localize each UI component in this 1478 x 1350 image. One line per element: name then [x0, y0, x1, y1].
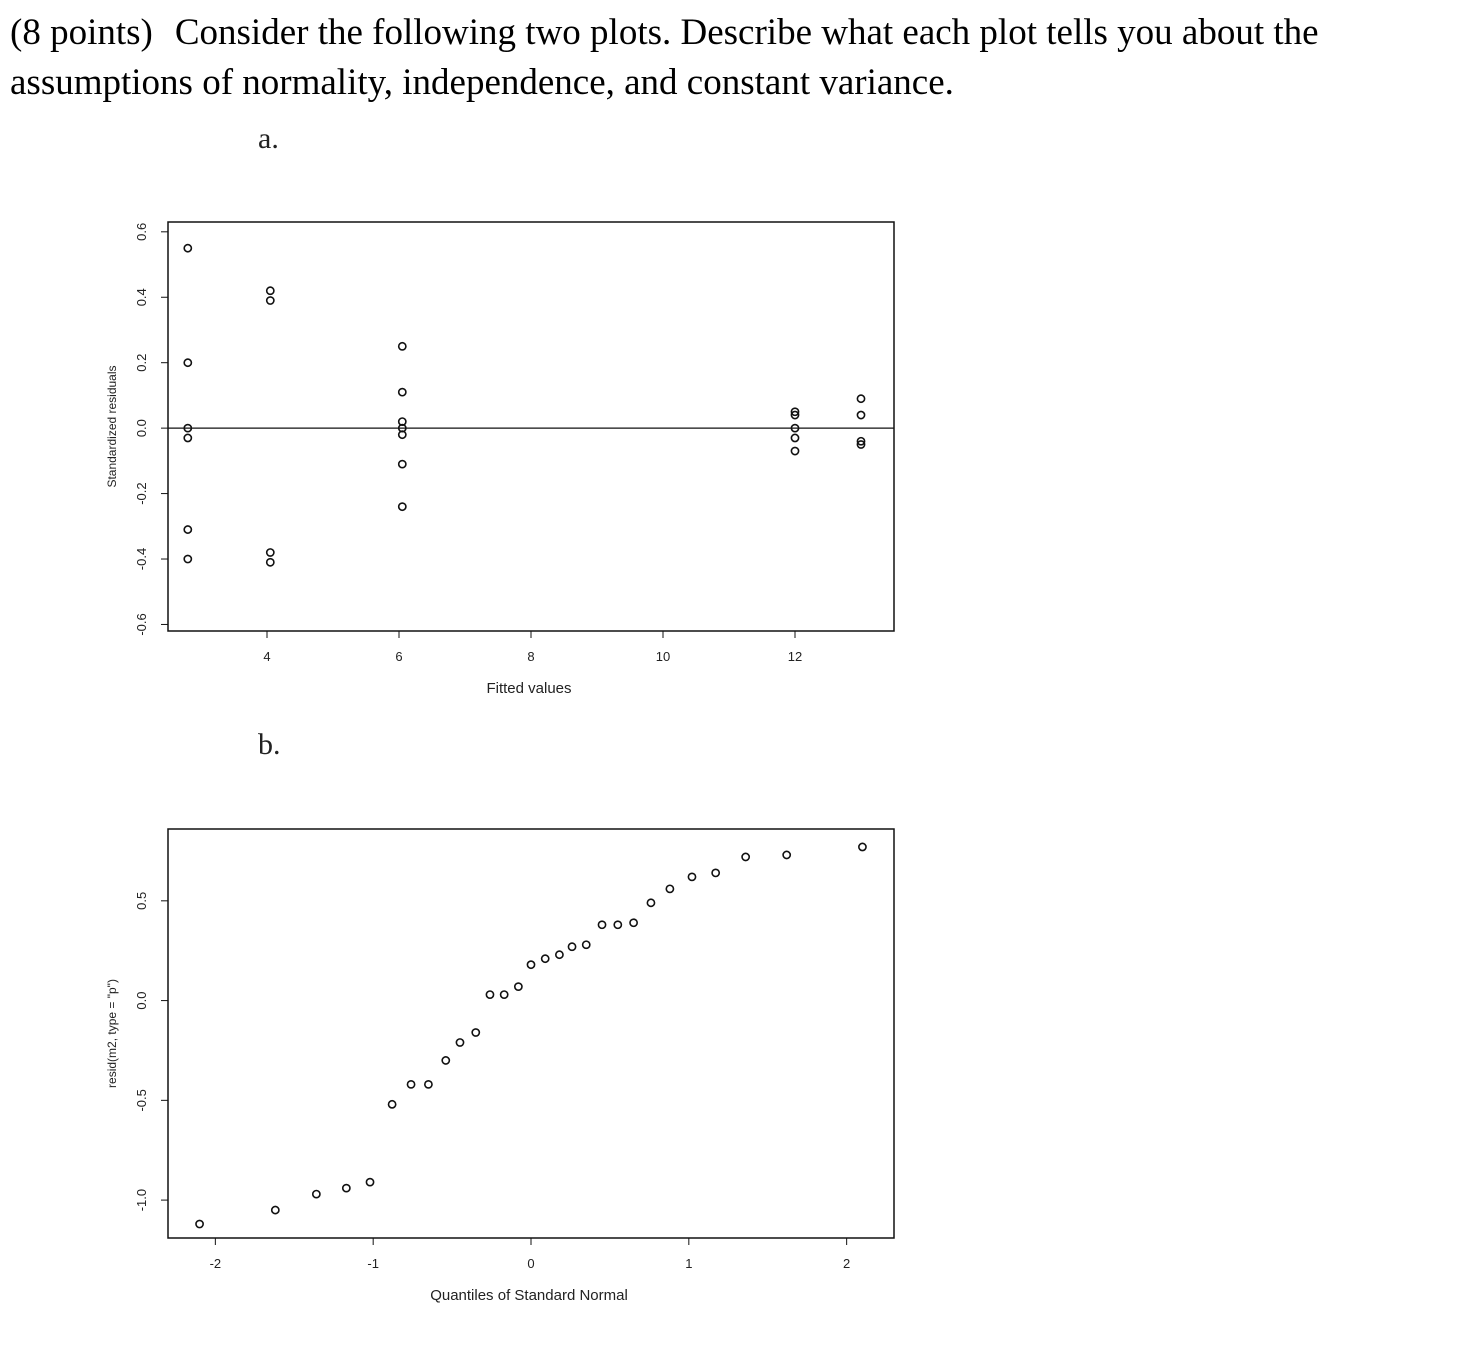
- plot-b-y-tick-label: 0.0: [134, 991, 149, 1010]
- plot-a-point: [267, 549, 274, 556]
- plot-a-point: [399, 343, 406, 350]
- plot-b-point: [542, 955, 549, 962]
- plot-a-point: [184, 359, 191, 366]
- plot-a-y-axis-title: Standardized residuals: [105, 365, 119, 488]
- plot-b-point: [614, 921, 621, 928]
- plot-a-point: [399, 461, 406, 468]
- plot-b-y-tick-label: -0.5: [134, 1089, 149, 1112]
- plot-a-y-tick-label: 0.6: [134, 222, 149, 241]
- plot-b-x-tick-label: 2: [843, 1256, 851, 1271]
- plot-a-y-tick-label: -0.2: [134, 482, 149, 505]
- plot-a-point: [791, 447, 798, 454]
- plot-a-x-axis-title: Fitted values: [486, 680, 572, 697]
- plot-a-x-tick-label: 4: [263, 649, 271, 664]
- question-points: (8 points): [10, 12, 153, 53]
- question-prompt: Consider the following two plots. Describe what each plot tells you about the: [174, 12, 1319, 53]
- plot-b-point: [568, 943, 575, 950]
- plot-b-point: [598, 921, 605, 928]
- plot-b-point: [859, 843, 866, 850]
- plot-b-point: [196, 1220, 203, 1227]
- plot-a-point: [267, 287, 274, 294]
- plot-b-point: [456, 1039, 463, 1046]
- plot-b-frame: [168, 829, 894, 1238]
- plot-a-point: [184, 434, 191, 441]
- plot-a-point: [184, 555, 191, 562]
- plot-a-point: [791, 434, 798, 441]
- plot-a-y-tick-label: -0.4: [134, 547, 149, 571]
- plot-b-point: [783, 851, 790, 858]
- plot-a-y-tick-label: -0.6: [134, 613, 149, 636]
- plot-a-point: [857, 411, 864, 418]
- plot-b-point: [583, 941, 590, 948]
- plot-b-point: [442, 1057, 449, 1064]
- plot-a-y-tick-label: 0.2: [134, 353, 149, 372]
- plot-b-point: [527, 961, 534, 968]
- plot-b-point: [712, 869, 719, 876]
- plot-b-point: [666, 885, 673, 892]
- plot-b-point: [343, 1185, 350, 1192]
- plot-b-point: [647, 899, 654, 906]
- plot-b-x-tick-label: -2: [209, 1256, 222, 1271]
- plot-b-point: [272, 1206, 279, 1213]
- plot-a-point: [267, 297, 274, 304]
- plot-a-x-tick-label: 8: [527, 649, 535, 664]
- plot-a-x-tick-label: 12: [787, 649, 803, 664]
- plot-a-point: [399, 389, 406, 396]
- plot-a-frame: [168, 222, 894, 631]
- panel-label-b: b.: [258, 728, 281, 761]
- question-line-2: assumptions of normality, independence, and constant variance.: [10, 62, 954, 103]
- plot-a-x-tick-label: 10: [655, 649, 671, 664]
- plot-b-point: [389, 1101, 396, 1108]
- plot-a-y-tick-label: 0.0: [134, 419, 149, 438]
- plot-b-point: [515, 983, 522, 990]
- plot-b-point: [366, 1179, 373, 1186]
- plot-a-point: [857, 395, 864, 402]
- plot-b-x-tick-label: -1: [367, 1256, 379, 1271]
- plot-b-point: [556, 951, 563, 958]
- plot-b-point: [407, 1081, 414, 1088]
- plot-b-y-tick-label: 0.5: [134, 891, 149, 910]
- plot-b-point: [630, 919, 637, 926]
- plot-a-point: [399, 503, 406, 510]
- plot-b-point: [486, 991, 493, 998]
- plot-b-point: [501, 991, 508, 998]
- plot-b-point: [472, 1029, 479, 1036]
- plot-a-point: [267, 559, 274, 566]
- plot-a-point: [184, 245, 191, 252]
- plot-b-point: [313, 1191, 320, 1198]
- panel-label-a: a.: [258, 122, 279, 155]
- plot-b-x-tick-label: 0: [527, 1256, 535, 1271]
- plot-b-point: [688, 873, 695, 880]
- plot-b-x-tick-label: 1: [685, 1256, 693, 1271]
- plot-b-point: [425, 1081, 432, 1088]
- plot-b-y-tick-label: -1.0: [134, 1188, 149, 1212]
- plot-b-y-axis-title: resid(m2, type = "p"): [105, 979, 119, 1088]
- plot-a-point: [184, 526, 191, 533]
- plot-a-x-tick-label: 6: [395, 649, 403, 664]
- plot-a-y-tick-label: 0.4: [134, 288, 149, 307]
- plot-b-x-axis-title: Quantiles of Standard Normal: [430, 1287, 628, 1304]
- plot-b-point: [742, 853, 749, 860]
